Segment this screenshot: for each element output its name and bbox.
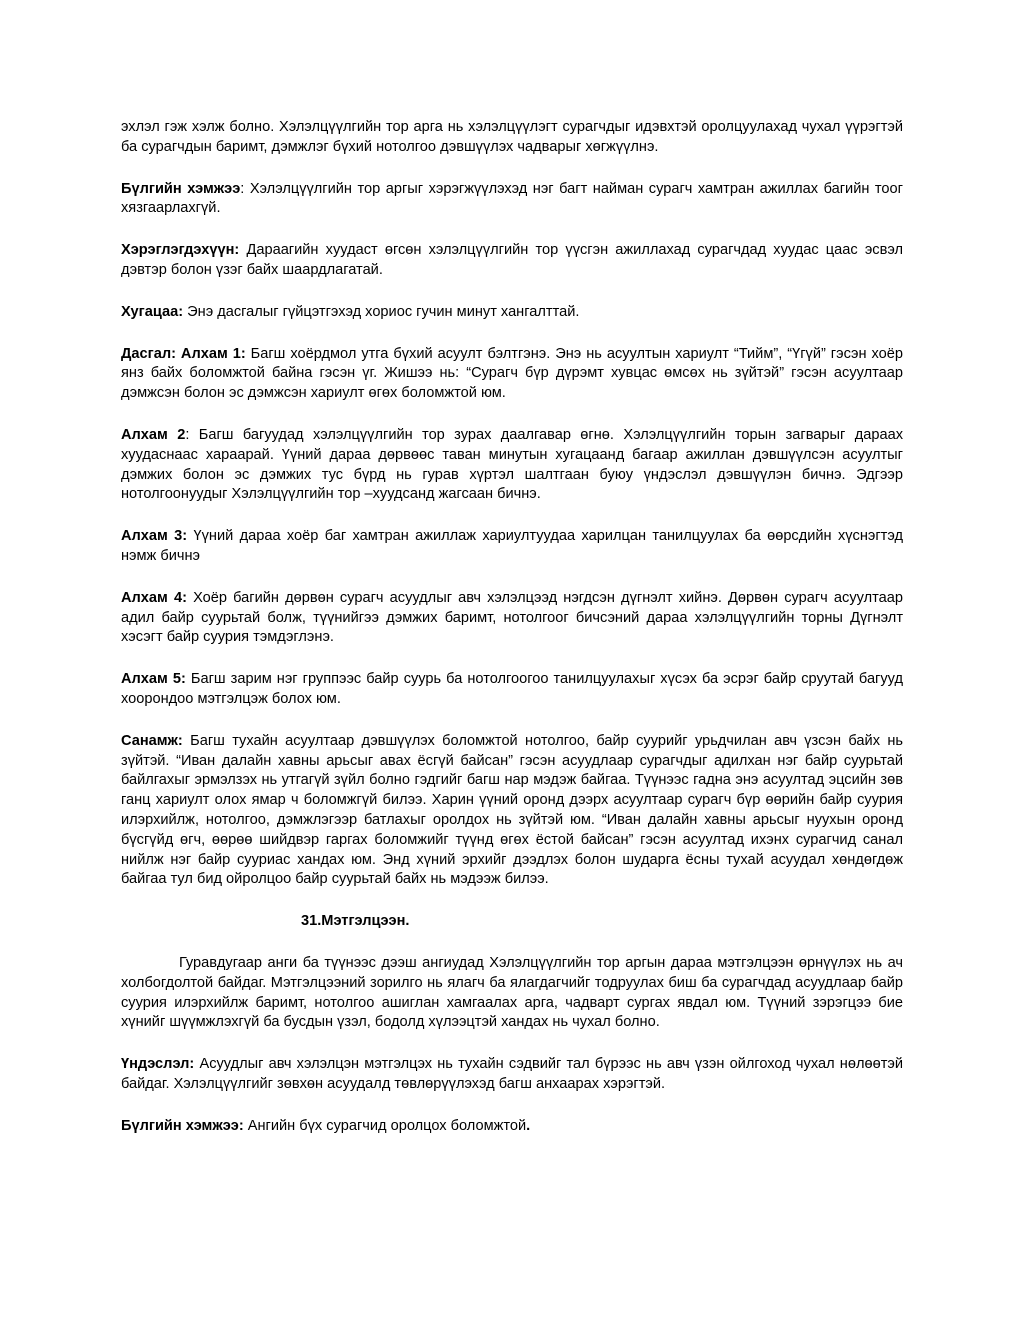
paragraph-label: Хэрэглэгдэхүүн: [121,242,240,259]
paragraph-label: Дасгал: Алхам 1: [121,345,246,362]
paragraph-step-4 [121,589,903,648]
paragraph-intro [121,118,903,158]
paragraph-label: Хугацаа: [121,303,184,320]
paragraph-label: Бүлгийн хэмжээ: [121,1117,244,1134]
paragraph-text: Хоёр багийн дөрвөн сурагч асуудлыг авч хэлэлцээд нэгдсэн дүгнэлт хийнэ. Дөрвөн сурагч асуултаар адил байр суурьтай болж, түүнийгээ дэмжих баримт, нотолгоог бичсэний дараа хэлэлцүүлгийн торны Дүгнэлт хэсэгт байр суурия тэмдэглэнэ. [121,589,903,646]
paragraph-rationale [121,1055,903,1095]
paragraph-label: Үндэслэл: [121,1056,195,1073]
document-page [121,118,903,1158]
paragraph-group-size [121,180,903,220]
paragraph-label: Алхам 4: [121,589,187,606]
paragraph-text: : Хэлэлцүүлгийн тор аргыг хэрэгжүүлэхэд нэг багт найман сурагч хамтран ажиллах багийн тоог хязгаарлахгүй. [121,180,903,217]
paragraph-step-3 [121,527,903,567]
paragraph-label: Бүлгийн хэмжээ [121,180,241,197]
paragraph-text: Асуудлыг авч хэлэлцэн мэтгэлцэх нь тухайн сэдвийг тал бүрээс нь авч үзэн ойлгоход чухал нөлөөтэй байдаг. Хэлэлцүүлгийг зөвхөн асуудалд төвлөрүүлэхэд багш анхаарах хэрэгтэй. [121,1056,903,1092]
paragraph-text: Үүний дараа хоёр баг хамтран ажиллаж хариултуудаа харилцан танилцуулах ба өөрсдийн хүснэгтэд нэмж бичнэ [121,528,903,564]
paragraph-text: Багш зарим нэг группээс байр суурь ба нотолгоогоо танилцуулахыг хүсэх ба эсрэг байр сруутай багууд хоорондоо мэтгэлцэж болох юм. [121,671,904,707]
paragraph-note [121,732,903,890]
paragraph-materials [121,241,903,281]
paragraph-label: Алхам 2 [121,426,186,443]
paragraph-step-5 [121,670,903,710]
paragraph-step-1 [121,345,903,404]
paragraph-text: Багш хоёрдмол утга бүхий асуулт бэлтгэнэ. Энэ нь асуултын хариулт “Тийм”, “Үгүй” гэсэн хоёр янз байх боломжтой байна гэсэн үг. Жишээ нь: “Сурагч бүр дүрэмт хувцас өмсөх нь зүйтэй” гэсэн асуултаар дэмжсэн болон эс дэмжсэн хариулт өгөх боломжтой юм. [121,345,903,402]
paragraph-text: эхлэл гэж хэлж болно. Хэлэлцүүлгийн тор арга нь хэлэлцүүлэгт сурагчдыг идэвхтэй оролцуулахад чухал үүрэгтэй ба сурагчдын баримт, дэмжлэг бүхий нотолгоо дэвшүүлэх чадварыг хөгжүүлнэ. [121,119,903,155]
paragraph-text: Дараагийн хуудаст өгсөн хэлэлцүүлгийн тор үүсгэн ажиллахад сурагчдад хуудас цаас эсвэл дэвтэр болон үзэг байх шаардлагатай. [121,242,903,278]
paragraph-step-2 [121,426,903,505]
paragraph-text: Энэ дасгалыг гүйцэтгэхэд хориос гучин минут хангалттай. [183,303,580,320]
paragraph-debate-intro [121,954,903,1033]
paragraph-label: Алхам 5: [121,671,186,688]
paragraph-debate-group-size [121,1117,903,1137]
paragraph-tail: . [526,1117,531,1134]
paragraph-label: Санамж: [121,732,183,749]
section-heading: 31.Мэтгэлцээн. [301,913,410,930]
paragraph-text: Гуравдугаар анги ба түүнээс дээш ангиудад Хэлэлцүүлгийн тор аргын дараа мэтгэлцээн өрнүүлэх нь ач холбогдолтой байдаг. Мэтгэлцээний зорилго нь ялагч ба ялагдагчийг тодруулах биш ба сурагчдад асуудлаар байр суурия илэрхийлж баримт, нотолгоо ашиглан хамгаалах арга, чадварт сургах явдал юм. Түүний зэрэгцээ бие хүнийг шүүмжлэхгүй ба бусдын үзэл, бодолд хүлээцтэй хандах нь чухал болно. [121,954,903,1031]
paragraph-duration [121,303,903,323]
paragraph-text: : Багш багуудад хэлэлцүүлгийн тор зурах даалгавар өгнө. Хэлэлцүүлгийн торын загварыг дараах хуудаснаас хараарай. Үүний дараа дөрвөөс таван минутын хугацаанд багаар ажиллан дэвшүүлсэн асуултыг дэмжих болон эс дэмжих тус бүрд нь гурав хүртэл шалтгаан буюу үндэслэл дэвшүүлэн бичнэ. Эдгээр нотолгоонуудыг Хэлэлцүүлгийн тор –хуудсанд жагсаан бичнэ. [121,426,903,503]
paragraph-label: Алхам 3: [121,528,188,545]
paragraph-text: Багш тухайн асуултаар дэвшүүлэх боломжтой нотолгоо, байр суурийг урьдчилан авч үзсэн байх нь зүйтэй. “Иван далайн хавны арьсыг авах ёсгүй байсан” гэсэн асуудлаар сурагчдыг адилхан нэг байр суурьтай байлгахыг эрмэлзэх нь утгагүй зүйл болно гэдгийг багш нар мэдэж байгаа. Түүнээс гадна энэ асуултад эцсийн зөв ганц хариулт олох ямар ч боломжгүй билээ. Харин үүний оронд дээрх асуултаар сурагч бүр өөрийн байр суурия илэрхийлж, нотолгоо, дэмжлэгээр батлахыг оролдох нь зүйтэй юм. “Иван далайн хавны арьсыг нуухын оронд бүсгүйд өгч, өөрөө шийдвэр гаргах боломжийг түүнд өгөх ёстой байсан” гэсэн асуултад ихэнх сурагчид санал нийлж нэг байр сууриас хандах юм. Энд хүний эрхийг дээдлэх болон шударга ёсны тухай асуудал хөндөгдөж байгаа тул бид ойролцоо байр суурьтай байх нь мэдээж билээ. [121,732,903,888]
paragraph-text: Ангийн бүх сурагчид оролцох боломжтой [243,1117,527,1134]
